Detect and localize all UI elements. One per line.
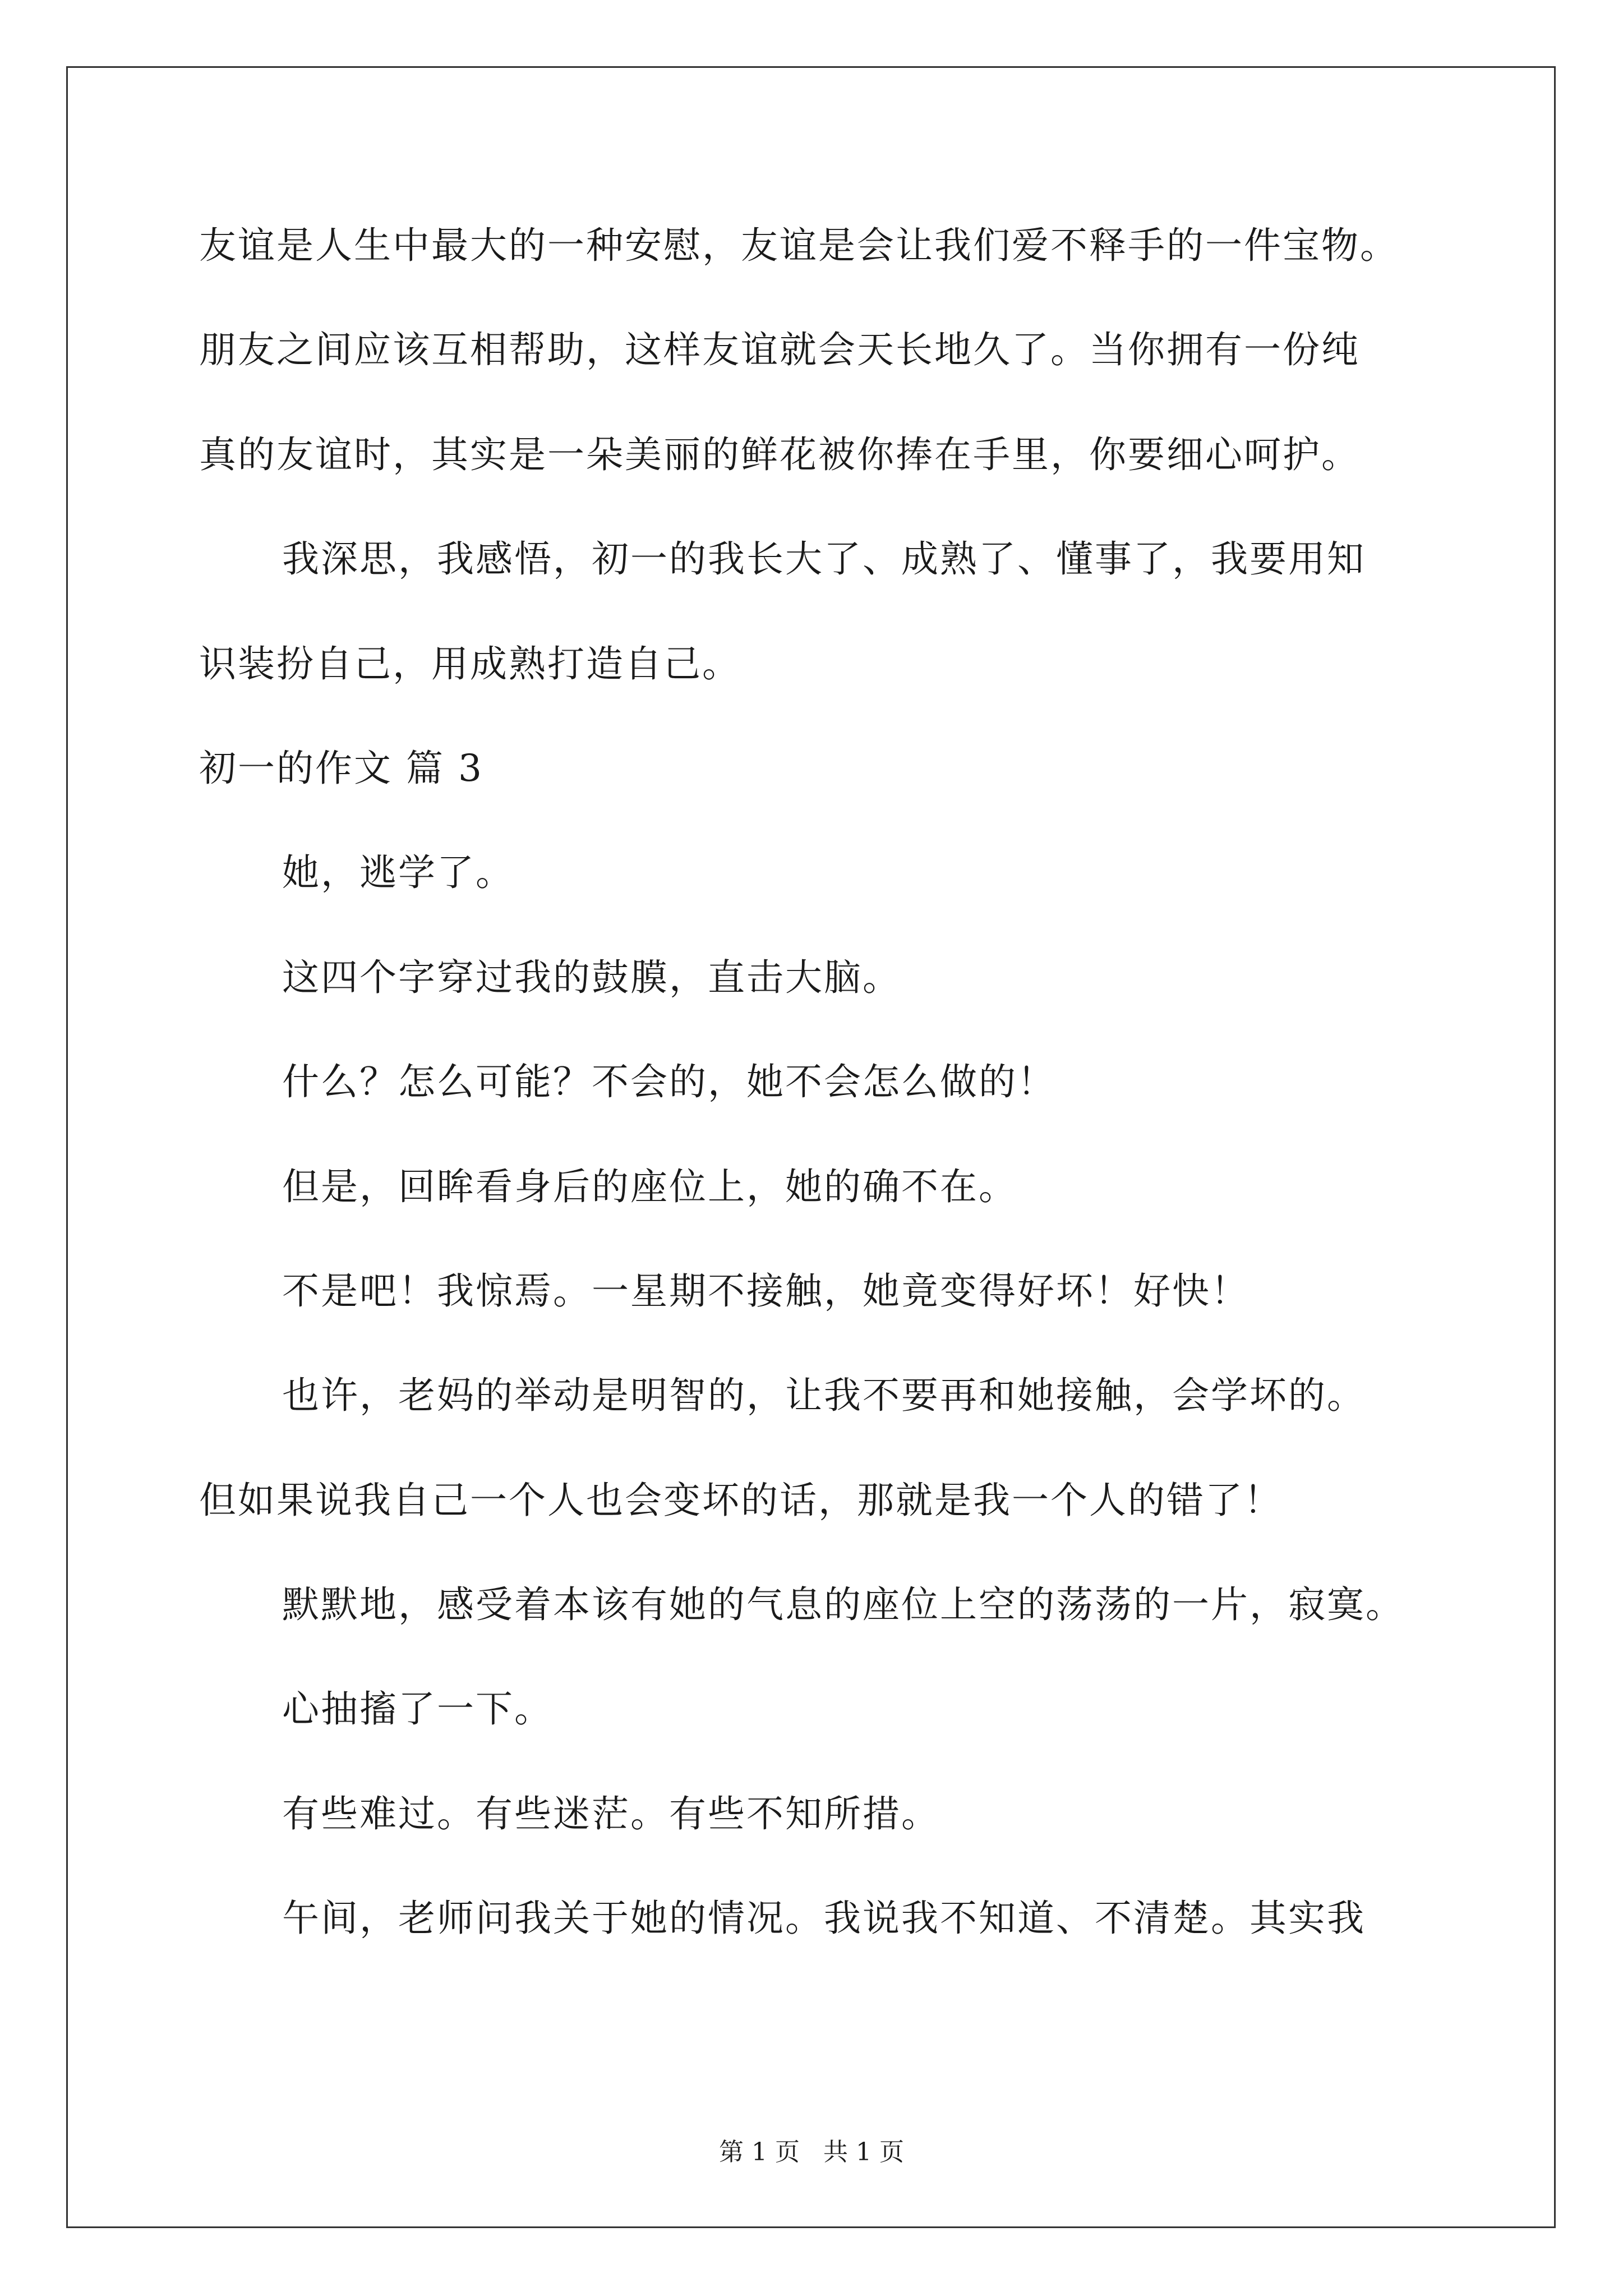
text-line: 默默地，感受着本该有她的气息的座位上空的荡荡的一片，寂寞。: [282, 1583, 1404, 1627]
section-heading: 初一的作文 篇 3: [199, 746, 483, 790]
page-footer: 第 1 页 共 1 页: [719, 2138, 904, 2166]
text-line: 什么？怎么可能？不会的，她不会怎么做的！: [282, 1060, 1056, 1104]
text-line: 但是，回眸看身后的座位上，她的确不在。: [282, 1165, 1017, 1208]
text-line: 朋友之间应该互相帮助，这样友谊就会天长地久了。当你拥有一份纯: [199, 328, 1360, 372]
text-line: 但如果说我自己一个人也会变坏的话，那就是我一个人的错了！: [199, 1478, 1283, 1522]
text-line: 她，逃学了。: [282, 851, 514, 895]
text-line: 不是吧！我惊焉。一星期不接触，她竟变得好坏！好快！: [282, 1269, 1249, 1313]
text-line: 午间，老师问我关于她的情况。我说我不知道、不清楚。其实我: [282, 1897, 1366, 1940]
text-line: 这四个字穿过我的鼓膜，直击大脑。: [282, 955, 901, 999]
text-line: 有些难过。有些迷茫。有些不知所措。: [282, 1792, 940, 1835]
text-line: 我深思，我感悟，初一的我长大了、成熟了、懂事了，我要用知: [282, 537, 1366, 581]
text-line: 心抽搐了一下。: [282, 1687, 553, 1731]
document-body: [199, 194, 1467, 1971]
text-line: 识装扮自己，用成熟打造自己。: [199, 642, 741, 685]
text-line: 友谊是人生中最大的一种安慰，友谊是会让我们爱不释手的一件宝物。: [199, 224, 1399, 267]
text-line: 也许，老妈的举动是明智的，让我不要再和她接触，会学坏的。: [282, 1374, 1366, 1418]
text-line: 真的友谊时，其实是一朵美丽的鲜花被你捧在手里，你要细心呵护。: [199, 432, 1360, 476]
